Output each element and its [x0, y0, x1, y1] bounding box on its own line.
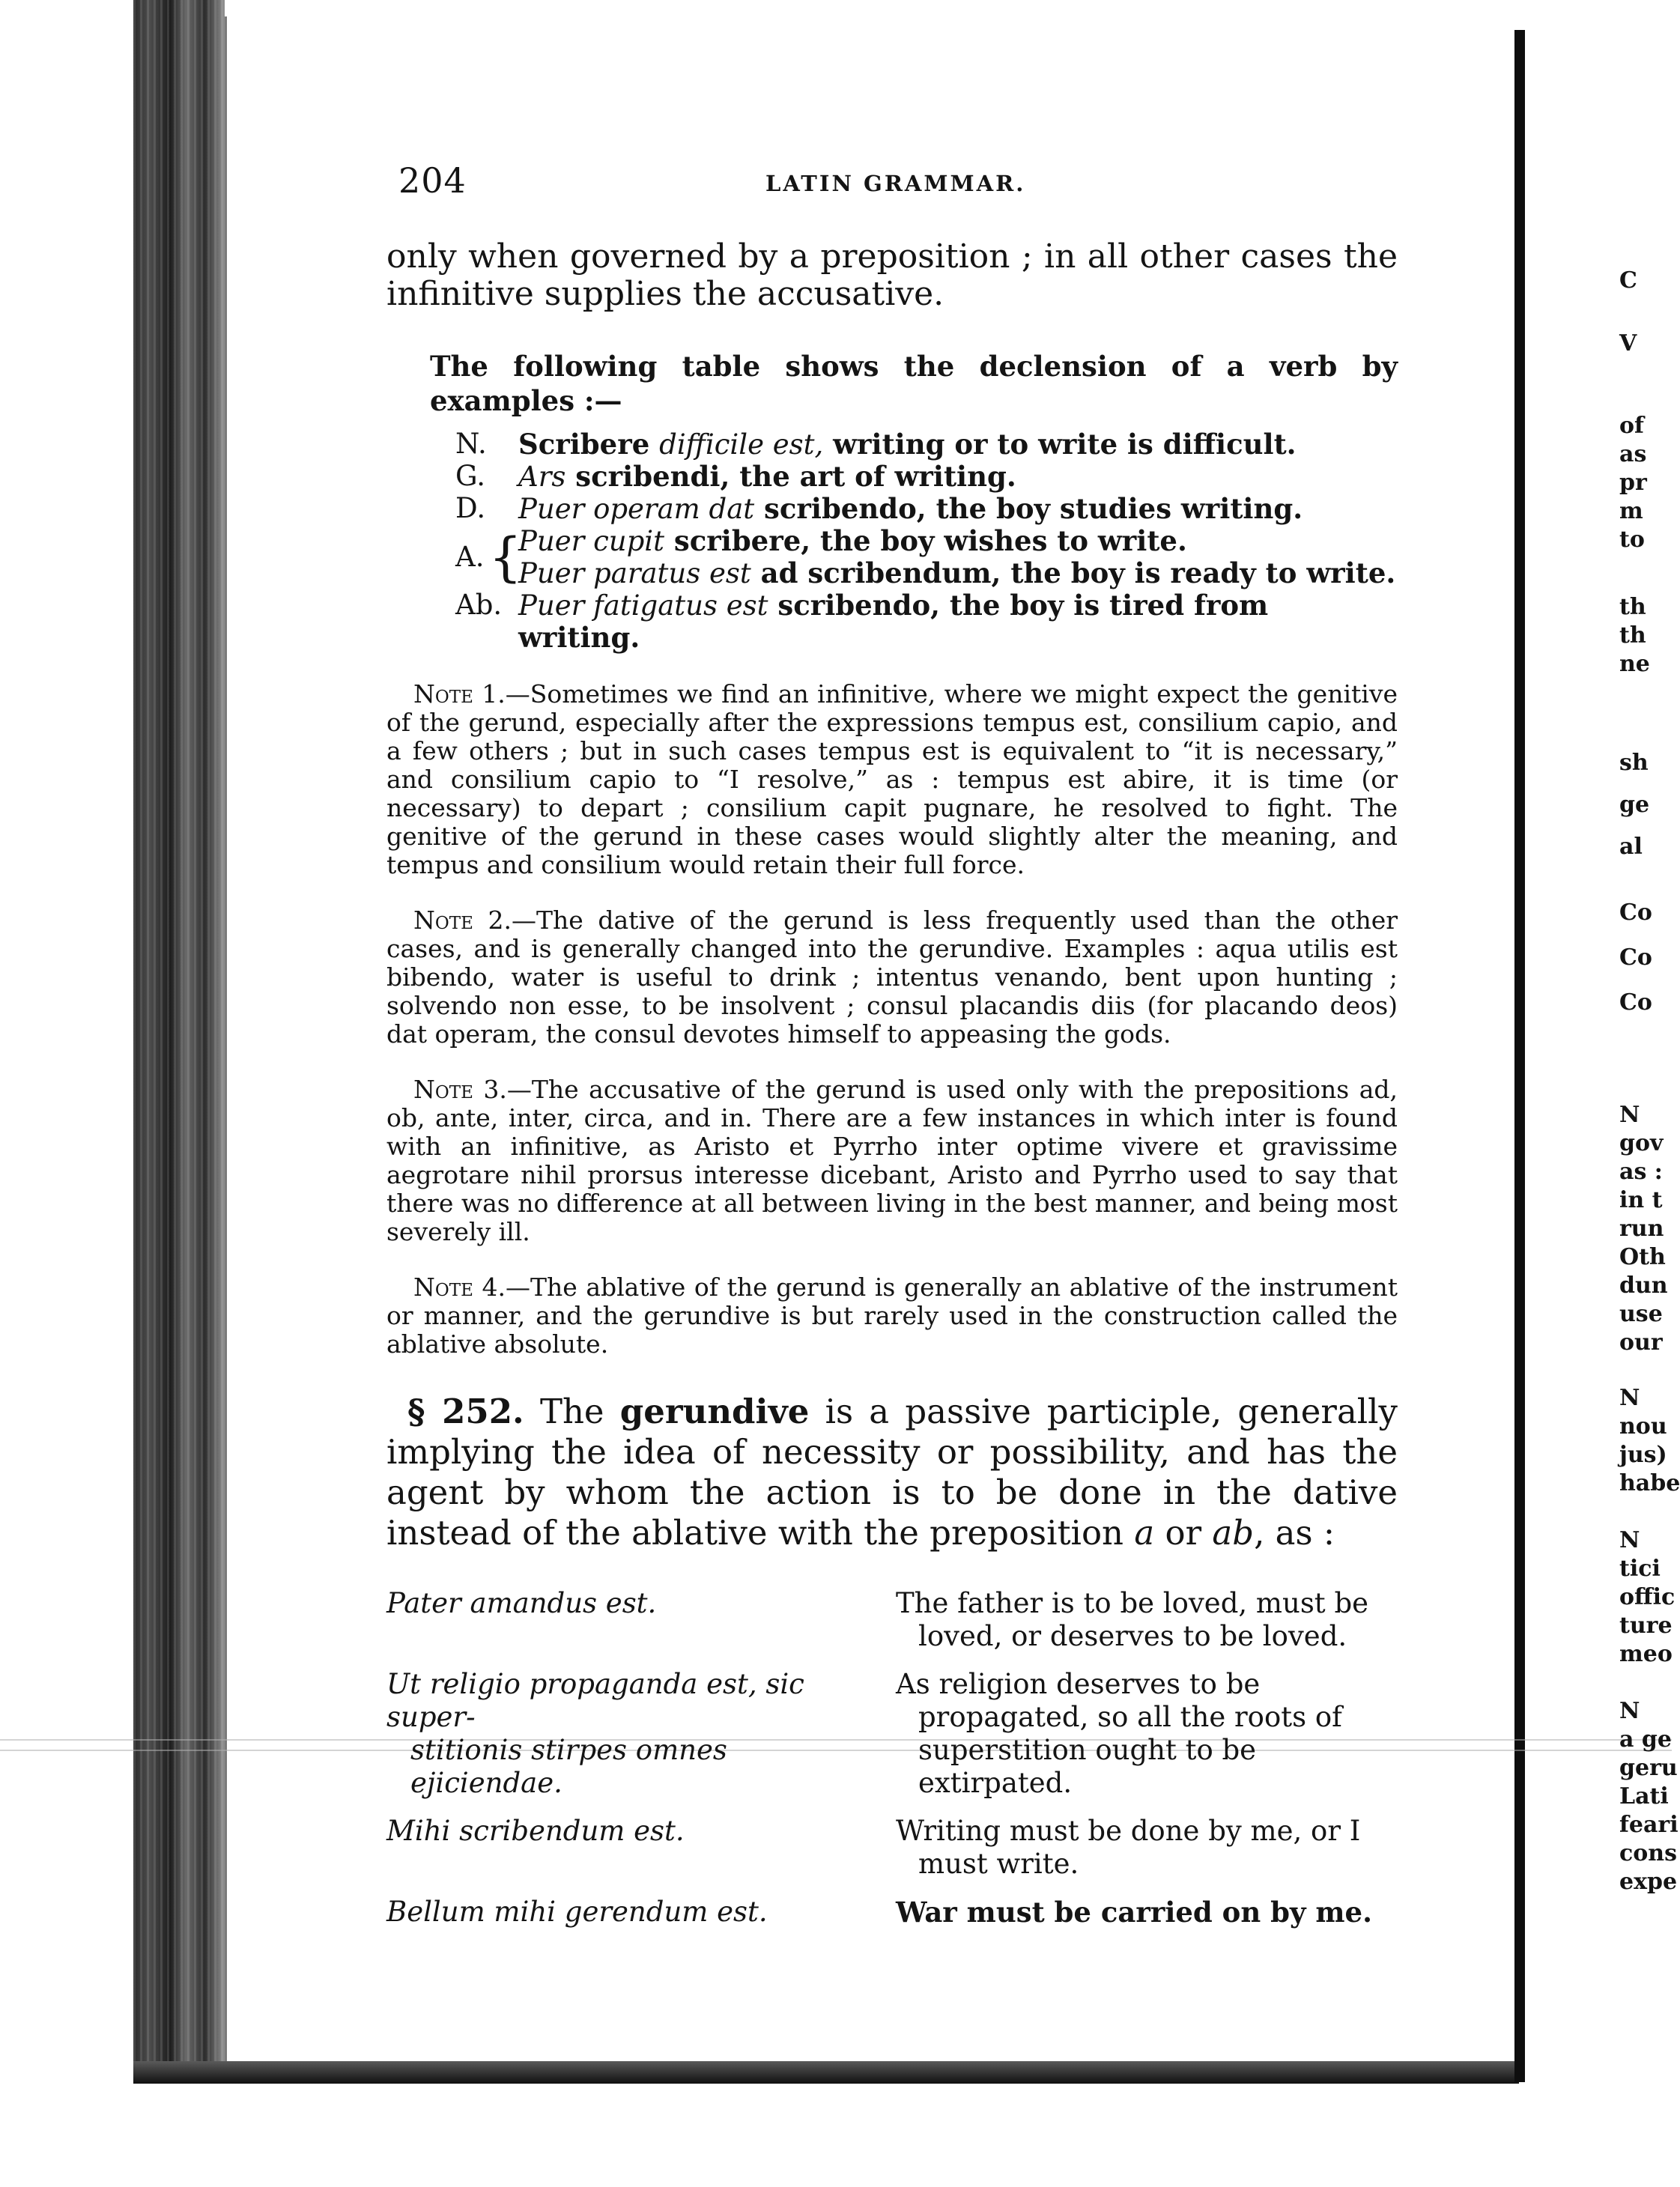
declension-text — [518, 428, 1398, 461]
preposition-a: a — [1134, 1513, 1155, 1553]
note-text: —The accusative of the gerund is used only with the prepositions ad, ob, ante, inter, circa, and in. There are a few instances in which inter is found with an infinitive, as Aristo et Pyrrho inter optime vivere et gravissime aegrotare nihil prorsus interesse dicebant, Aristo and Pyrrho used to say that there was no difference at all between living in the best manner, and being most severely ill. — [386, 1075, 1398, 1246]
facing-page-fragment: N — [1619, 1385, 1640, 1411]
facing-page-fragment: in t — [1619, 1187, 1663, 1213]
english-text: the art of writing. — [739, 460, 1016, 493]
latin-text: scribere, — [673, 524, 811, 557]
facing-page-fragment: a ge — [1619, 1726, 1672, 1753]
section-text-start: The — [539, 1392, 604, 1431]
facing-page-fragment: sh — [1619, 750, 1649, 776]
facing-page-fragment: use — [1619, 1301, 1663, 1327]
facing-page-fragment: Co — [1619, 944, 1652, 971]
facing-page-fragment: Lati — [1619, 1783, 1669, 1810]
declension-text — [518, 589, 1398, 653]
page-header — [398, 160, 1398, 207]
facing-page-fragment: ne — [1619, 651, 1650, 677]
facing-page-fragment: run — [1619, 1216, 1664, 1242]
case-label — [455, 525, 523, 589]
note-label: Note 2. — [413, 906, 512, 935]
latin-italic: Puer operam dat — [518, 493, 755, 525]
declension-row — [455, 493, 1398, 525]
brace-glyph: { — [488, 527, 523, 588]
facing-page-fragment: habe — [1619, 1470, 1680, 1496]
english-text: the boy studies writing. — [935, 492, 1303, 525]
section-as: , as : — [1254, 1513, 1335, 1553]
latin-italic: Puer fatigatus est — [518, 589, 768, 622]
facing-page-fragment: ge — [1619, 792, 1650, 818]
note-3 — [386, 1076, 1398, 1246]
declension-row — [455, 461, 1398, 493]
latin-line: Bellum mihi gerendum est. — [386, 1896, 768, 1928]
facing-page-fragment: meo — [1619, 1641, 1673, 1667]
section-or: or — [1165, 1513, 1202, 1553]
example-row — [386, 1668, 1398, 1800]
latin-text: scribendo, — [764, 492, 927, 525]
example-row — [386, 1896, 1398, 1929]
declension-table — [386, 428, 1398, 653]
example-english: Writing must be done by me, or I must write. — [896, 1815, 1361, 1880]
accusative-group — [455, 525, 1398, 589]
latin-line: Pater amandus est. — [386, 1587, 657, 1619]
facing-page-fragment: expe — [1619, 1869, 1678, 1895]
latin-italic: difficile est, — [659, 428, 824, 461]
english-text: the boy wishes to write. — [820, 524, 1187, 557]
english-text: writing or to write is difficult. — [833, 428, 1297, 461]
latin-text: Scribere — [518, 428, 650, 461]
latin-italic: Puer cupit — [518, 525, 665, 557]
facing-page-fragment: to — [1619, 527, 1645, 553]
note-text: —The ablative of the gerund is generally an ablative of the instrument or manner, and the gerundive is but rarely used in the construction called the ablative absolute. — [386, 1273, 1398, 1359]
latin-text: ad scribendum, — [760, 556, 1001, 589]
facing-page-fragment: jus) — [1619, 1442, 1667, 1468]
example-latin — [386, 1815, 896, 1881]
facing-page-fragment: N — [1619, 1698, 1640, 1724]
facing-page-fragment: of — [1619, 413, 1644, 439]
facing-page-fragment: offic — [1619, 1584, 1676, 1610]
note-label: Note 4. — [413, 1273, 506, 1302]
note-label: Note 3. — [413, 1075, 507, 1104]
declension-row — [455, 589, 1398, 653]
case-label: G. — [455, 460, 485, 492]
example-row — [386, 1815, 1398, 1881]
note-1 — [386, 680, 1398, 879]
page-edge — [225, 16, 227, 2069]
latin-text: scribendi, — [575, 460, 730, 493]
latin-text: scribendo, — [777, 589, 941, 622]
english-text: the boy is tired from writing. — [518, 589, 1269, 654]
facing-page-fragment: Co — [1619, 900, 1652, 926]
facing-page-fragment: our — [1619, 1329, 1663, 1356]
section-number: § 252. — [407, 1392, 524, 1431]
note-4 — [386, 1273, 1398, 1359]
case-label-text: A. — [455, 541, 485, 573]
facing-page-fragment: dun — [1619, 1273, 1668, 1299]
note-text: —Sometimes we find an infinitive, where we might expect the genitive of the gerund, especially after the expressions tempus est, consilium capio, and a few others ; but in such cases tempus est is equivalent to “it is necessary,” and consilium capio to “I resolve,” as : tempus est abire, it is time (or necessary) to depart ; consilium capit pugnare, he resolved to fight. The genitive of the gerund in these cases would slightly alter the meaning, and tempus and consilium would retain their full force. — [386, 679, 1398, 879]
facing-page-fragment: as — [1619, 441, 1647, 467]
facing-page-fragment: cons — [1619, 1840, 1677, 1866]
latin-line: Ut religio propaganda est, sic super- — [386, 1668, 804, 1733]
note-label: Note 1. — [413, 679, 506, 709]
page-number: 204 — [398, 160, 467, 201]
facing-page-fragments — [1619, 240, 1680, 2037]
section-text: is a passive participle, generally implying the idea of necessity or possibility, and has the agent by whom the action is to be done in the dative instead of the ablative with the preposition — [386, 1392, 1398, 1553]
example-english: War must be carried on by me. — [896, 1896, 1372, 1929]
latin-continuation: stitionis stirpes omnes ejiciendae. — [410, 1734, 727, 1799]
example-latin — [386, 1896, 896, 1929]
examples-table — [386, 1587, 1398, 1929]
preposition-ab: ab — [1212, 1513, 1255, 1553]
facing-page-fragment: C — [1619, 267, 1637, 294]
facing-page-fragment: Co — [1619, 989, 1652, 1016]
declension-row — [455, 428, 1398, 461]
facing-page-fragment: pr — [1619, 470, 1647, 496]
case-label: Ab. — [455, 589, 503, 621]
facing-page-fragment: N — [1619, 1527, 1640, 1553]
facing-page-fragment: geru — [1619, 1755, 1678, 1781]
page-bottom-edge — [133, 2061, 1519, 2084]
english-text: the boy is ready to write. — [1010, 556, 1396, 589]
facing-page-fragment: th — [1619, 622, 1646, 649]
facing-page-fragment: al — [1619, 834, 1643, 860]
facing-page-fragment: N — [1619, 1102, 1640, 1128]
facing-page-fragment: as : — [1619, 1159, 1663, 1185]
declension-text — [518, 525, 1398, 557]
facing-page-fragment: feari — [1619, 1812, 1679, 1838]
note-2 — [386, 906, 1398, 1049]
facing-page-fragment: V — [1619, 330, 1637, 357]
facing-page-fragment: nou — [1619, 1413, 1667, 1440]
latin-line: Mihi scribendum est. — [386, 1815, 685, 1847]
book-gutter — [1514, 30, 1525, 2082]
example-english: The father is to be loved, must be loved, or deserves to be loved. — [896, 1587, 1369, 1652]
example-row — [386, 1587, 1398, 1653]
section-252 — [386, 1392, 1398, 1553]
note-text: —The dative of the gerund is less frequently used than the other cases, and is generally changed into the gerundive. Examples : aqua utilis est bibendo, water is useful to drink ; intentus venando, bent upon hunting ; solvendo non esse, to be insolvent ; consul placandis diis (for placando deos) dat operam, the consul devotes himself to appeasing the gods. — [386, 906, 1398, 1049]
case-label: N. — [455, 428, 487, 460]
facing-page-fragment: gov — [1619, 1130, 1664, 1156]
page-body — [386, 238, 1398, 1944]
facing-page-fragment: th — [1619, 594, 1646, 620]
facing-page-fragment: ture — [1619, 1613, 1673, 1639]
running-head: LATIN GRAMMAR. — [765, 171, 1026, 196]
lead-paragraph: only when governed by a preposition ; in all other cases the infinitive supplies the accusative. — [386, 237, 1398, 313]
declension-text — [518, 493, 1398, 525]
example-latin — [386, 1587, 896, 1653]
accusative-lines — [518, 525, 1398, 589]
example-latin — [386, 1668, 896, 1800]
intro-line: The following table shows the declension of a verb by examples :— — [430, 350, 1398, 417]
facing-page-fragment: m — [1619, 498, 1643, 524]
book-binding — [133, 0, 225, 2067]
case-label: D. — [455, 492, 486, 524]
facing-page-fragment: tici — [1619, 1556, 1661, 1582]
declension-text — [518, 461, 1398, 493]
latin-italic: Ars — [518, 461, 566, 493]
example-english: As religion deserves to be propagated, so all the roots of superstition ought to be extirpated. — [896, 1668, 1342, 1799]
facing-page-fragment: Oth — [1619, 1244, 1666, 1270]
latin-italic: Puer paratus est — [518, 557, 751, 589]
declension-text — [518, 557, 1398, 589]
section-term: gerundive — [619, 1392, 810, 1431]
